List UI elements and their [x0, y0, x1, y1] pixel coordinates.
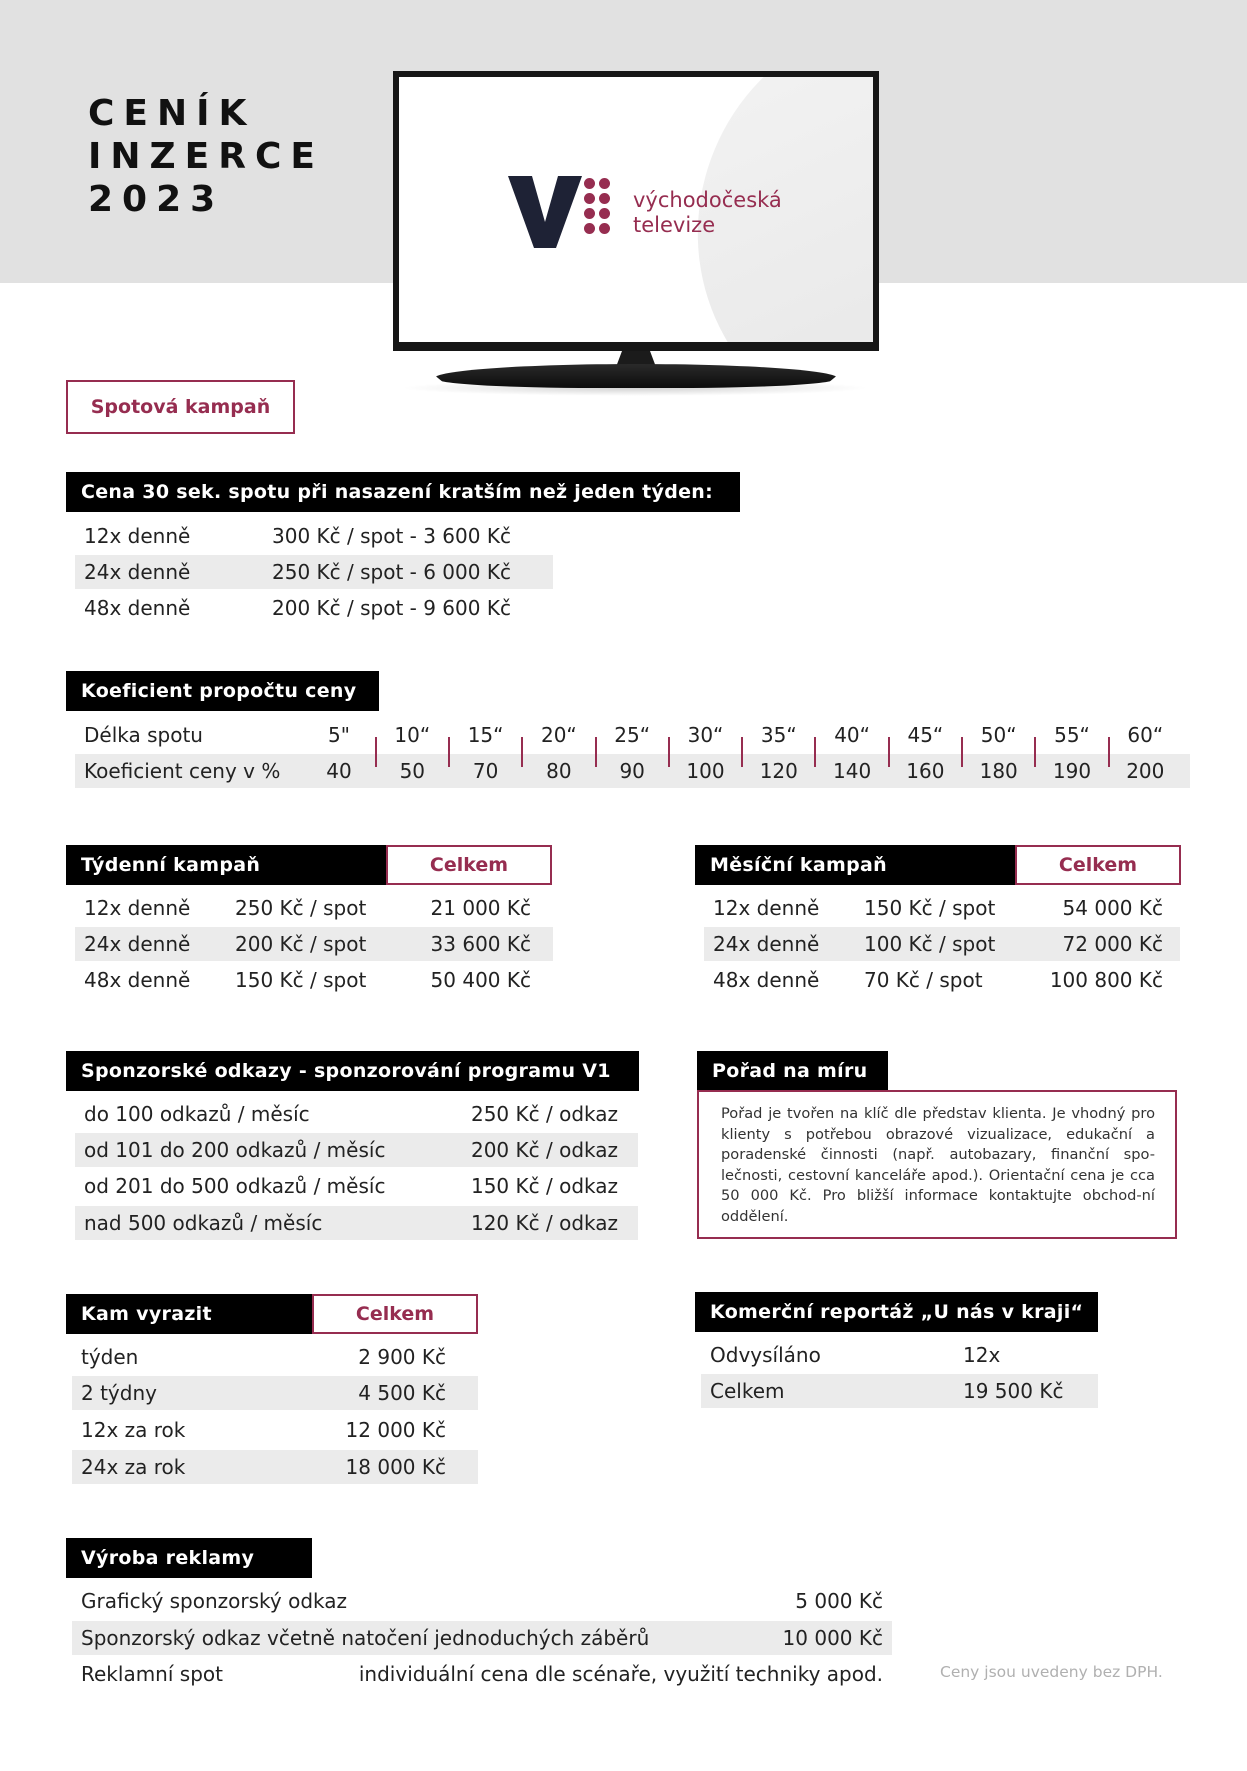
column-separator: [888, 737, 890, 767]
table-row: [704, 891, 1180, 925]
table-row: [72, 1413, 478, 1447]
total-price: 54 000 Kč: [1062, 896, 1163, 920]
column-separator: [595, 737, 597, 767]
column-separator: [521, 737, 523, 767]
frequency: 12x denně: [84, 896, 191, 920]
table-row: [701, 1338, 1098, 1372]
table-row: [72, 1450, 478, 1484]
coefficient-value: 50: [399, 759, 426, 783]
frequency: 12x denně: [713, 896, 820, 920]
table-row: [72, 1584, 892, 1618]
spot-length-value: 15“: [467, 723, 504, 747]
table-row: [72, 1621, 892, 1655]
price: 120 Kč / odkaz: [470, 1211, 618, 1235]
table-row: [704, 963, 1180, 997]
coefficient-value: 140: [833, 759, 872, 783]
coefficient-value: 190: [1052, 759, 1092, 783]
column-separator: [741, 737, 743, 767]
total-price: 50 400 Kč: [430, 968, 531, 992]
frequency: 24x denně: [84, 560, 191, 584]
monthly-campaign-header: Měsíční kampaň: [695, 845, 1017, 885]
table-row: [72, 1340, 478, 1374]
column-separator: [668, 737, 670, 767]
table-row: [75, 1206, 638, 1240]
table-row: [75, 1097, 638, 1131]
custom-show-header: Pořad na míru: [697, 1051, 888, 1091]
table-row: [75, 1169, 638, 1203]
coefficient-value: 70: [472, 759, 499, 783]
kam-vyrazit-total-header: Celkem: [312, 1294, 478, 1334]
sponsor-links-header: Sponzorské odkazy - sponzorování programu V1: [66, 1051, 639, 1091]
spot-length-value: 25“: [614, 723, 651, 747]
spot-length-value: 55“: [1054, 723, 1090, 747]
price: 200 Kč / odkaz: [470, 1138, 618, 1162]
column-separator: [1034, 737, 1036, 767]
spot-length-value: 45“: [907, 723, 944, 747]
coefficient-value: 180: [979, 759, 1018, 783]
period-label: 2 týdny: [81, 1381, 157, 1405]
frequency: 48x denně: [84, 968, 191, 992]
price: 250 Kč / spot - 6 000 Kč: [272, 560, 511, 584]
spot-length-value: 40“: [834, 723, 870, 747]
total-price: 33 600 Kč: [430, 932, 531, 956]
total-price: 21 000 Kč: [430, 896, 531, 920]
table-row: [75, 1133, 638, 1167]
price: 4 500 Kč: [358, 1381, 446, 1405]
service-label: Reklamní spot: [81, 1662, 223, 1686]
commercial-report-header: Komerční reportáž „U nás v kraji“: [695, 1292, 1098, 1332]
coefficient-value: 200: [1126, 759, 1165, 783]
monthly-total-header: Celkem: [1015, 845, 1181, 885]
tv-stand-base: [434, 364, 838, 388]
period-label: 12x za rok: [81, 1418, 186, 1442]
spot-length-value: 20“: [540, 723, 577, 747]
price: 250 Kč / odkaz: [470, 1102, 618, 1126]
row-label: Odvysíláno: [710, 1343, 821, 1367]
spot-length-value: 5": [328, 723, 350, 747]
price: individuální cena dle scénaře, využití techniky apod.: [358, 1662, 883, 1686]
weekly-campaign-header: Týdenní kampaň: [66, 845, 388, 885]
range-label: nad 500 odkazů / měsíc: [84, 1211, 323, 1235]
period-label: 24x za rok: [81, 1455, 186, 1479]
ad-production-header: Výroba reklamy: [66, 1538, 312, 1578]
price: 12 000 Kč: [345, 1418, 446, 1442]
table-row: [75, 963, 553, 997]
logo-v-letter: [508, 176, 582, 248]
unit-price: 150 Kč / spot: [235, 968, 367, 992]
unit-price: 250 Kč / spot: [235, 896, 367, 920]
spot-length-row: [75, 718, 1190, 752]
price: 5 000 Kč: [795, 1589, 883, 1613]
table-row: [75, 927, 553, 961]
frequency: 48x denně: [713, 968, 820, 992]
coefficient-value: 160: [906, 759, 945, 783]
coefficient-value: 100: [686, 759, 725, 783]
column-separator: [448, 737, 450, 767]
column-separator: [1108, 737, 1110, 767]
price: 2 900 Kč: [358, 1345, 446, 1369]
price: 18 000 Kč: [345, 1455, 446, 1479]
spot-length-value: 35“: [760, 723, 797, 747]
title-line: CENÍK: [88, 93, 256, 134]
table-row: [72, 1376, 478, 1410]
service-label: Sponzorský odkaz včetně natočení jednoduchých záběrů: [81, 1626, 650, 1650]
spot-length-value: 30“: [687, 723, 724, 747]
table-row: [701, 1374, 1098, 1408]
logo-wordmark: východočeská televize: [633, 188, 782, 237]
short-campaign-header: Cena 30 sek. spotu při nasazení kratším než jeden týden:: [66, 472, 740, 512]
service-label: Grafický sponzorský odkaz: [81, 1589, 348, 1613]
spot-length-value: 10“: [394, 723, 431, 747]
kam-vyrazit-header: Kam vyrazit: [66, 1294, 315, 1334]
column-separator: [814, 737, 816, 767]
coefficient-value: 90: [619, 759, 645, 783]
range-label: od 101 do 200 odkazů / měsíc: [84, 1138, 386, 1162]
table-row: [75, 555, 553, 589]
frequency: 24x denně: [713, 932, 820, 956]
coefficient-header: Koeficient propočtu ceny: [66, 671, 379, 711]
row-label: Délka spotu: [84, 723, 203, 747]
range-label: do 100 odkazů / měsíc: [84, 1102, 310, 1126]
unit-price: 150 Kč / spot: [864, 896, 996, 920]
spot-length-value: 60“: [1127, 723, 1164, 747]
price: 300 Kč / spot - 3 600 Kč: [272, 524, 511, 548]
table-row: [704, 927, 1180, 961]
coefficient-value: 40: [326, 759, 352, 783]
unit-price: 200 Kč / spot: [235, 932, 367, 956]
row-value: 12x: [963, 1343, 1001, 1367]
table-row: [75, 591, 553, 625]
coefficient-value: 120: [759, 759, 798, 783]
row-label: Celkem: [710, 1379, 785, 1403]
range-label: od 201 do 500 odkazů / měsíc: [84, 1174, 386, 1198]
custom-show-description: Pořad je tvořen na klíč dle představ klienta. Je vhodný pro klienty s potřebou obrazové vizualizace, edukační a poradenské činnosti (např. autobazary, finanční spo-lečnosti, cestovní kanceláře apod.). Orientační cena je cca 50 000 Kč. Pro bližší informace kontaktujte obchod-ní oddělení.: [697, 1090, 1177, 1239]
frequency: 24x denně: [84, 932, 191, 956]
title-line: INZERCE: [88, 136, 324, 177]
table-row: [75, 519, 553, 553]
spot-length-value: 50“: [980, 723, 1017, 747]
weekly-total-header: Celkem: [386, 845, 552, 885]
column-separator: [375, 737, 377, 767]
logo-dots: [584, 178, 622, 248]
price: 150 Kč / odkaz: [470, 1174, 618, 1198]
unit-price: 100 Kč / spot: [864, 932, 996, 956]
title-line: 2023: [88, 179, 225, 220]
total-price: 100 800 Kč: [1049, 968, 1163, 992]
table-row: [75, 891, 553, 925]
coefficient-value: 80: [546, 759, 572, 783]
table-row: [72, 1657, 892, 1691]
coefficient-row: [75, 754, 1190, 788]
row-label: Koeficient ceny v %: [84, 759, 281, 783]
row-value: 19 500 Kč: [963, 1379, 1064, 1403]
column-separator: [961, 737, 963, 767]
total-price: 72 000 Kč: [1062, 932, 1163, 956]
section-label-spot-campaign: Spotová kampaň: [66, 380, 295, 434]
frequency: 48x denně: [84, 596, 191, 620]
page-title: [88, 92, 324, 221]
price: 10 000 Kč: [782, 1626, 883, 1650]
period-label: týden: [81, 1345, 139, 1369]
vat-note: Ceny jsou uvedeny bez DPH.: [940, 1663, 1163, 1681]
price: 200 Kč / spot - 9 600 Kč: [272, 596, 511, 620]
unit-price: 70 Kč / spot: [864, 968, 983, 992]
frequency: 12x denně: [84, 524, 191, 548]
